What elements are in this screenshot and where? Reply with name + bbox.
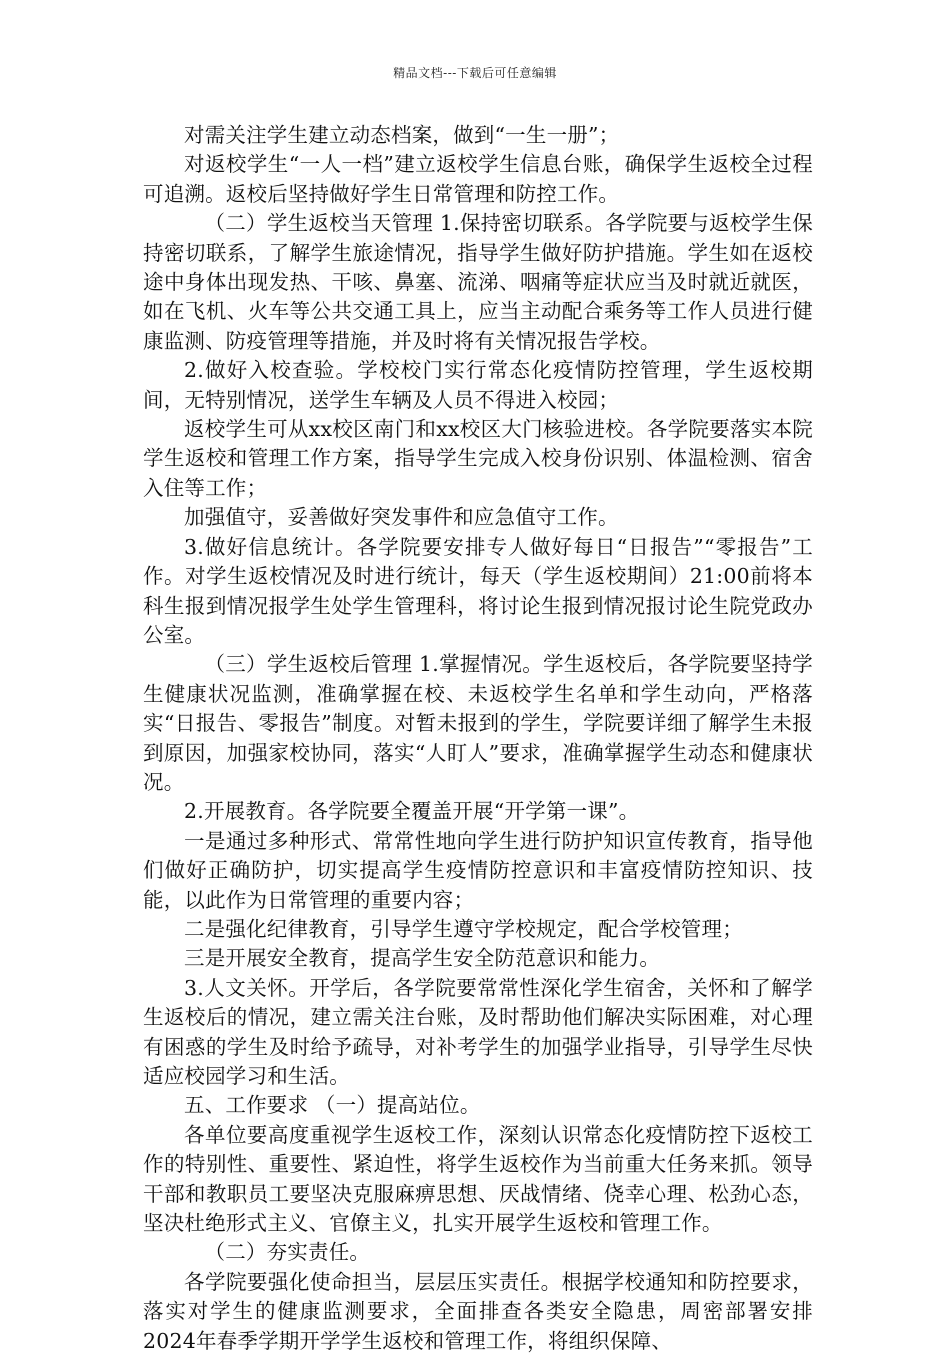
- paragraph: 返校学生可从xx校区南门和xx校区大门核验进校。各学院要落实本院学生返校和管理工作方案，指导学生完成入校身份识别、体温检测、宿舍入住等工作；: [143, 417, 813, 500]
- paragraph: 一是通过多种形式、常常性地向学生进行防护知识宣传教育，指导他们做好正确防护，切实提高学生疫情防控意识和丰富疫情防控知识、技能，以此作为日常管理的重要内容；: [143, 828, 813, 912]
- subsection-heading: （二）夯实责任。: [204, 1240, 371, 1265]
- paragraph: 加强值守，妥善做好突发事件和应急值守工作。: [184, 505, 619, 530]
- paragraph: （二）学生返校当天管理 1.保持密切联系。各学院要与返校学生保持密切联系，了解学生旅途情况，指导学生做好防护措施。学生如在返校途中身体出现发热、干咳、鼻塞、流涕、咽痛等症状应当及时就近就医，如在飞机、火车等公共交通工具上，应当主动配合乘务等工作人员进行健康监测、防疫管理等措施，并及时将有关情况报告学校。: [143, 211, 813, 353]
- paragraph: 2.开展教育。各学院要全覆盖开展“开学第一课”。: [184, 799, 640, 824]
- paragraph: （三）学生返校后管理 1.掌握情况。学生返校后，各学院要坚持学生健康状况监测，准确掌握在校、未返校学生名单和学生动向，严格落实“日报告、零报告”制度。对暂未报到的学生，学院要详细了解学生未报到原因，加强家校协同，落实“人盯人”要求，准确掌握学生动态和健康状况。: [143, 652, 813, 794]
- document-body: [143, 121, 813, 1356]
- paragraph: 二是强化纪律教育，引导学生遵守学校规定，配合学校管理；: [184, 916, 743, 941]
- paragraph: 对返校学生“一人一档”建立返校学生信息台账，确保学生返校全过程可追溯。返校后坚持做好学生日常管理和防控工作。: [143, 152, 813, 206]
- section-heading: 五、工作要求 （一）提高站位。: [184, 1093, 481, 1118]
- paragraph: 各单位要高度重视学生返校工作，深刻认识常态化疫情防控下返校工作的特别性、重要性、紧迫性，将学生返校作为当前重大任务来抓。领导干部和教职员工要坚决克服麻痹思想、厌战情绪、侥幸心理、松劲心态，坚决杜绝形式主义、官僚主义，扎实开展学生返校和管理工作。: [143, 1122, 813, 1236]
- paragraph: 3.做好信息统计。各学院要安排专人做好每日“日报告”“零报告”工作。对学生返校情况及时进行统计，每天（学生返校期间）21:00前将本科生报到情况报学生处学生管理科，将讨论生报到情况报讨论生院党政办公室。: [143, 534, 813, 647]
- page-header: 精品文档---下载后可任意编辑: [393, 66, 557, 80]
- paragraph: 3.人文关怀。开学后，各学院要常常性深化学生宿舍，关怀和了解学生返校后的情况，建立需关注台账，及时帮助他们解决实际困难，对心理有困惑的学生及时给予疏导，对补考学生的加强学业指导，引导学生尽快适应校园学习和生活。: [143, 975, 813, 1088]
- paragraph: 三是开展安全教育，提高学生安全防范意识和能力。: [184, 946, 661, 971]
- paragraph: 各学院要强化使命担当，层层压实责任。根据学校通知和防控要求，落实对学生的健康监测要求，全面排查各类安全隐患，周密部署安排2024年春季学期开学学生返校和管理工作，将组织保障、: [143, 1269, 813, 1353]
- paragraph: 2.做好入校查验。学校校门实行常态化疫情防控管理，学生返校期间，无特别情况，送学生车辆及人员不得进入校园；: [143, 358, 813, 412]
- paragraph: 对需关注学生建立动态档案，做到“一生一册”；: [184, 123, 620, 147]
